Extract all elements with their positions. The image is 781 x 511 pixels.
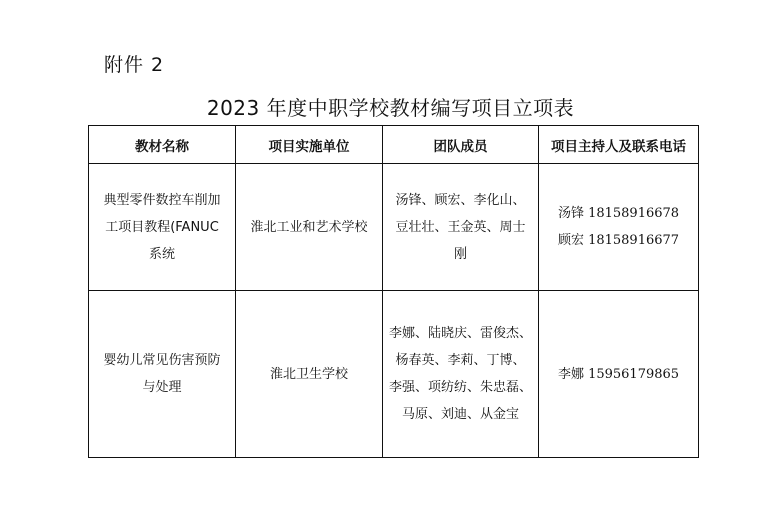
textbook-name-line: 系统 [148,246,175,262]
textbook-name-line: 与处理 [142,380,182,395]
table-header-row [89,126,699,164]
attachment-label: 附件 2 [104,54,165,76]
team-members-line: 刚 [453,246,467,262]
implementing-unit: 淮北工业和艺术学校 [250,219,368,235]
team-members-cell [383,291,539,458]
team-members-line: 杨春英、李莉、丁博、 [395,353,526,368]
page-title: 2023 年度中职学校教材编写项目立项表 [206,96,575,120]
contact-line: 汤锋 18158916678 [557,206,680,221]
contact-line: 李娜 15956179865 [557,366,680,382]
textbook-name-cell [89,291,236,458]
implementing-unit-cell [236,291,383,458]
team-members-cell [383,164,539,291]
team-members-line: 马原、刘迪、从金宝 [401,407,519,422]
column-header-textbook: 教材名称 [89,126,236,164]
column-header-members: 团队成员 [383,126,539,164]
textbook-name-line: 工项目教程(FANUC [105,219,219,235]
contact-cell [539,164,699,291]
team-members-line: 李强、项纺纺、朱忠磊、 [389,380,533,395]
column-header-contact: 项目主持人及联系电话 [539,126,699,164]
contact-line: 顾宏 18158916677 [557,233,680,248]
team-members-line: 李娜、陆晓庆、雷俊杰、 [389,326,533,341]
team-members-line: 豆壮壮、王金英、周士 [395,219,526,235]
table-row [89,291,699,458]
implementing-unit: 淮北卫生学校 [269,366,348,382]
project-table [88,125,699,458]
team-members-line: 汤锋、顾宏、李化山、 [395,192,526,208]
table-row [89,164,699,291]
contact-cell [539,291,699,458]
textbook-name-line: 婴幼儿常见伤害预防 [103,353,221,368]
column-header-unit: 项目实施单位 [236,126,383,164]
textbook-name-line: 典型零件数控车削加 [103,192,221,208]
textbook-name-cell [89,164,236,291]
implementing-unit-cell [236,164,383,291]
